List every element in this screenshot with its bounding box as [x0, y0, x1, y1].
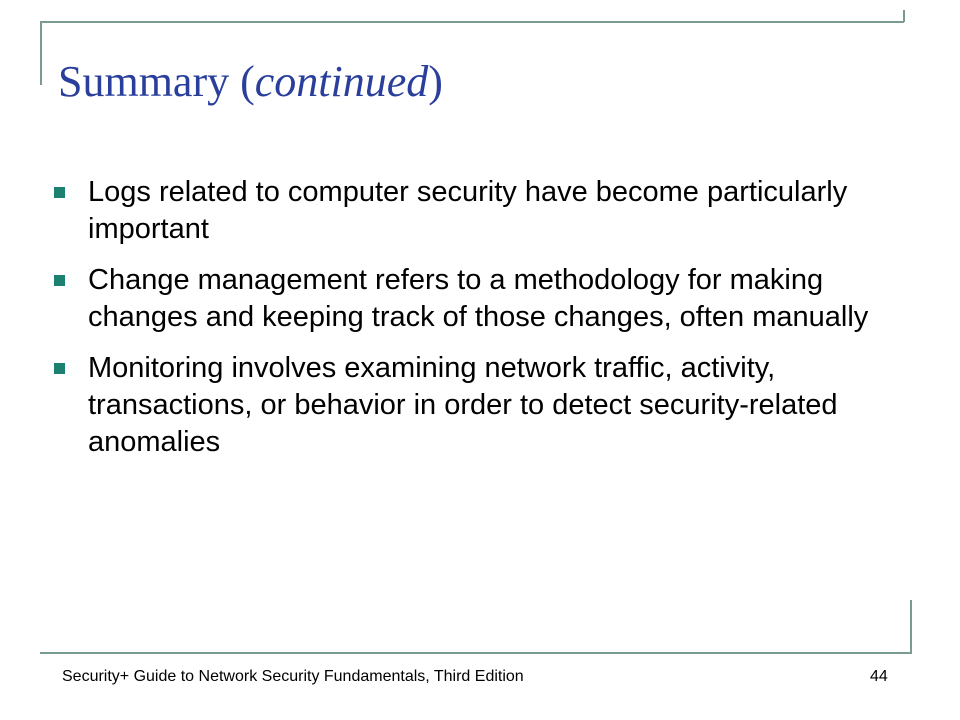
bullet-text: Change management refers to a methodology for making changes and keeping track of those changes, often manually: [88, 264, 869, 333]
bullet-item: [52, 174, 912, 248]
slide-title-close: ): [428, 57, 443, 106]
square-bullet-icon: [54, 363, 65, 374]
frame-left-line: [40, 21, 42, 85]
bullet-item: [52, 350, 912, 461]
bullet-text: Logs related to computer security have become particularly important: [88, 176, 848, 245]
frame-top-line: [40, 21, 904, 23]
bullet-text: Monitoring involves examining network traffic, activity, transactions, or behavior in order to detect security-related anomalies: [88, 352, 838, 458]
slide-title-main: Summary (: [58, 57, 255, 106]
slide-title: [58, 58, 443, 106]
bullet-list: [52, 174, 912, 475]
slide-title-italic: continued: [254, 57, 429, 106]
bullet-item: [52, 262, 912, 336]
footer-page-number: 44: [870, 668, 888, 685]
frame-top-right-tick: [903, 10, 905, 22]
square-bullet-icon: [54, 187, 65, 198]
square-bullet-icon: [54, 275, 65, 286]
frame-bottom-right-line: [910, 600, 912, 653]
footer-book-title: Security+ Guide to Network Security Fundamentals, Third Edition: [62, 668, 524, 685]
frame-bottom-line: [40, 652, 912, 654]
